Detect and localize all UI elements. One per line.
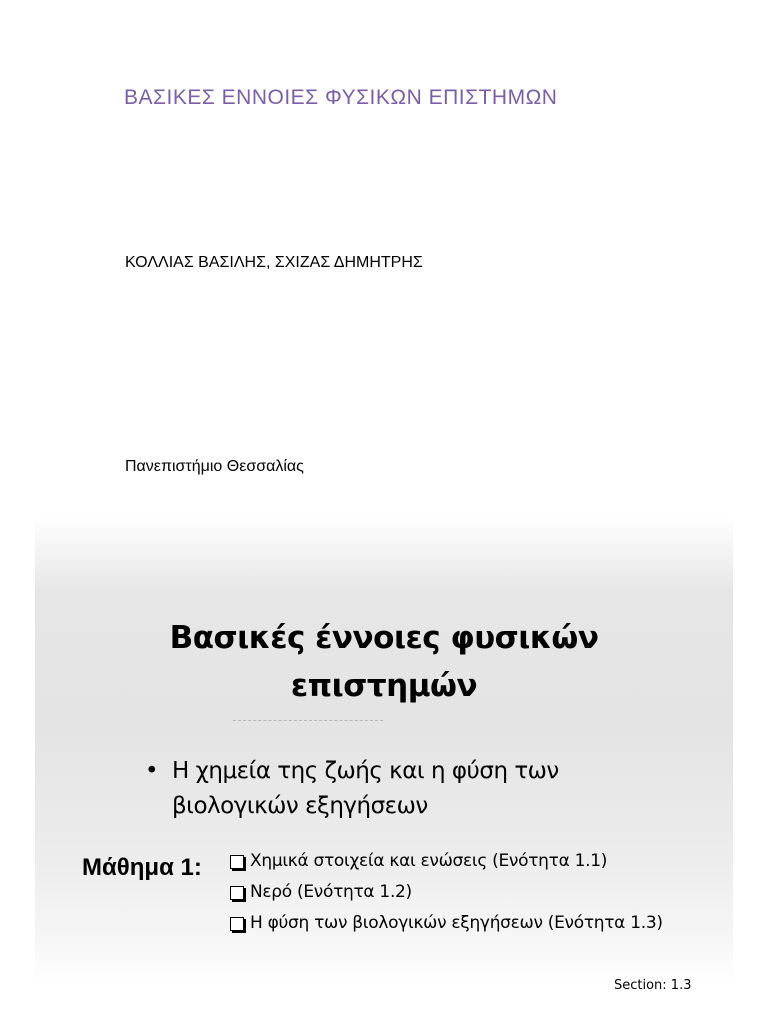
lesson-item bbox=[230, 877, 663, 908]
lesson-label: Μάθημα 1: bbox=[82, 854, 202, 881]
bullet-text-line: βιολογικών εξηγήσεων bbox=[172, 793, 428, 819]
slide-title-line: Βασικές έννοιες φυσικών bbox=[169, 620, 599, 656]
university: Πανεπιστήμιο Θεσσαλίας bbox=[125, 458, 304, 475]
document-title: ΒΑΣΙΚΕΣ ΕΝΝΟΙΕΣ ΦΥΣΙΚΩΝ ΕΠΙΣΤΗΜΩΝ bbox=[124, 86, 558, 109]
lesson-item-label: Η φύση των βιολογικών εξηγήσεων (Ενότητα 1.3) bbox=[250, 913, 663, 933]
authors: ΚΟΛΛΙΑΣ ΒΑΣΙΛΗΣ, ΣΧΙΖΑΣ ΔΗΜΗΤΡΗΣ bbox=[125, 254, 423, 271]
lesson-item-label: Χημικά στοιχεία και ενώσεις (Ενότητα 1.1) bbox=[250, 851, 608, 871]
title-divider bbox=[233, 720, 383, 721]
bullet-text-line: Η χημεία της ζωής και η φύση των bbox=[172, 758, 559, 784]
checkbox-icon bbox=[230, 886, 244, 900]
section-label: Section: 1.3 bbox=[614, 978, 692, 993]
slide bbox=[35, 516, 733, 986]
bullet-point bbox=[145, 754, 705, 824]
lesson-item-label: Νερό (Ενότητα 1.2) bbox=[250, 882, 412, 902]
checkbox-icon bbox=[230, 917, 244, 931]
lesson-item bbox=[230, 908, 663, 939]
slide-title bbox=[35, 614, 733, 710]
lesson-item bbox=[230, 846, 663, 877]
checkbox-icon bbox=[230, 855, 244, 869]
slide-title-line: επιστημών bbox=[290, 668, 478, 704]
lesson-list bbox=[230, 846, 663, 939]
bullet-dot-icon: • bbox=[145, 758, 159, 784]
